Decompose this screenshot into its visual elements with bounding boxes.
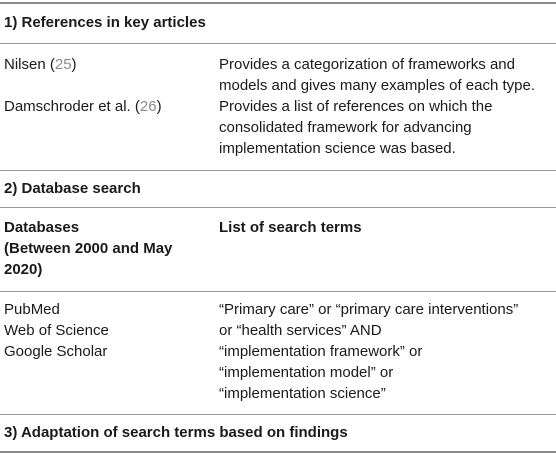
description-line: Provides a categorization of frameworks and	[219, 56, 515, 73]
description-line: consolidated framework for advancing	[219, 119, 472, 136]
citation-ref: 26	[139, 98, 157, 115]
database-item: Google Scholar	[4, 343, 108, 360]
column-header-search-terms: List of search terms	[219, 219, 362, 236]
description-line: Provides a list of references on which the	[219, 98, 493, 115]
column-header-databases: 2020)	[4, 261, 43, 278]
citation-ref: 25	[54, 56, 72, 73]
column-header-divider	[0, 291, 556, 292]
search-term-line: or “health services” AND	[219, 322, 382, 339]
table-top-rule	[0, 2, 556, 4]
section-2-heading: 2) Database search	[4, 180, 141, 197]
column-header-databases: Databases	[4, 219, 80, 236]
section-2-divider	[0, 207, 556, 208]
description-line: models and gives many examples of each type.	[219, 77, 536, 94]
section-1-divider	[0, 43, 556, 44]
database-item: PubMed	[4, 301, 60, 318]
search-term-line: “implementation model” or	[219, 364, 394, 381]
section-3-heading: 3) Adaptation of search terms based on findings	[4, 424, 348, 441]
database-item: Web of Science	[4, 322, 109, 339]
search-term-line: “Primary care” or “primary care interventions”	[219, 301, 519, 318]
source-nilsen: Nilsen (25)	[4, 56, 77, 73]
section-2-top-rule	[0, 170, 556, 171]
search-term-line: “implementation framework” or	[219, 343, 423, 360]
section-1-heading: 1) References in key articles	[4, 14, 206, 31]
table-bottom-rule	[0, 451, 556, 453]
description-line: implementation science was based.	[219, 140, 456, 157]
source-damschroder: Damschroder et al. (26)	[4, 98, 162, 115]
search-term-line: “implementation science”	[219, 385, 386, 402]
section-3-top-rule	[0, 414, 556, 415]
column-header-databases: (Between 2000 and May	[4, 240, 173, 257]
